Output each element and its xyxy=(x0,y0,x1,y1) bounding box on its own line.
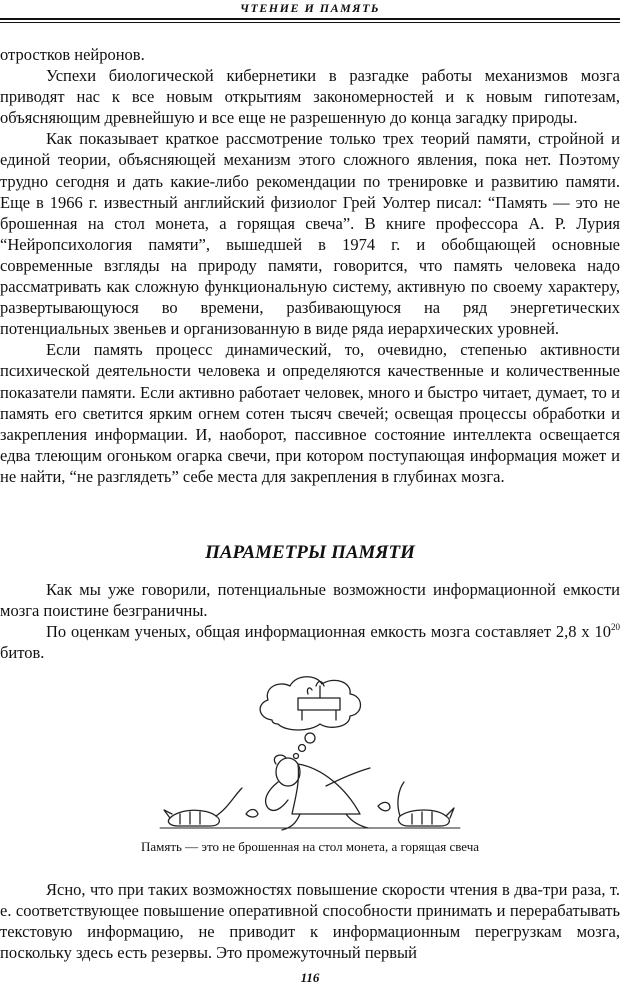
paragraph-dynamic-process: Если память процесс динамический, то, очевидно, степенью активности психической деятельности человека и определяются качественные и количественные показатели памяти. Если активно работает человек, много и быстро читает, думает, то и память его светится ярким огнем сотен тысяч свечей; освещая процессы обработки и закрепления информации. И, наоборот, пассивное состояние интеллекта освещается едва тлеющим огоньком огарка свечи, при котором поступающая информация может и не найти, “не разглядеть” себе места для закрепления в глубинах мозга. xyxy=(0,340,620,486)
continuation-paragraph: отростков нейронов. xyxy=(0,45,145,64)
paragraph-cybernetics: Успехи биологической кибернетики в разгадке работы механизмов мозга приводят нас к все новым открытиям закономерностей и к новым гипотезам, объясняющим древнейшую и все еще не разрешенную до конца загадку природы. xyxy=(0,66,620,128)
body-text-top xyxy=(0,44,620,487)
figure-head xyxy=(276,758,300,786)
page-number: 116 xyxy=(300,970,320,985)
thought-bubble-2 xyxy=(299,745,306,752)
capacity-exponent: 20 xyxy=(611,622,620,633)
thought-table xyxy=(298,698,340,710)
header-rule-thin xyxy=(0,22,620,23)
paragraph-theories: Как показывает краткое рассмотрение только трех теорий памяти, стройной и единой теории, объясняющей механизм этого сложного явления, пока нет. Поэтому трудно сегодня и дать какие-либо рекомендации по тренировке и развитию памяти. Еще в 1966 г. известный английский физиолог Грей Уолтер писал: “Память — это не брошенная на стол монета, а горящая свеча”. В книге профессора А. Р. Лурия “Нейропсихология памяти”, вышедшей в 1974 г. и обобщающей основные современные взгляды на природу памяти, говорится, что память человека надо рассматривать как сложную функциональную систему, активную по своему характеру, развертывающуюся во времени, разбивающуюся на ряд энергетических потенциальных звеньев и организованную в виде ряда иерархических уровней. xyxy=(0,129,620,339)
section-heading: ПАРАМЕТРЫ ПАМЯТИ xyxy=(205,542,415,563)
thought-bubble-1 xyxy=(305,733,315,743)
figure-body xyxy=(292,764,360,814)
header-rule-thick xyxy=(0,18,620,20)
paragraph-capacity xyxy=(0,621,620,663)
capacity-text: По оценкам ученых, общая информационная емкость мозга составляет 2,8 х 10 xyxy=(46,622,611,642)
body-text-section xyxy=(0,579,620,663)
running-head: ЧТЕНИЕ И ПАМЯТЬ xyxy=(239,1,381,15)
left-cat xyxy=(168,810,219,826)
thought-bubble-3 xyxy=(294,754,299,759)
thought-cloud xyxy=(260,677,360,730)
paragraph-potential: Как мы уже говорили, потенциальные возможности информационной емкости мозга поистине безграничны. xyxy=(0,580,620,621)
body-text-bottom xyxy=(0,879,620,963)
capacity-unit: битов. xyxy=(0,643,45,663)
illustration-cartoon xyxy=(150,668,470,838)
paragraph-reading-speed: Ясно, что при таких возможностях повышение скорости чтения в два-три раза, т. е. соответствующее повышение оперативной способности принимать и перерабатывать текстовую информацию, не приводит к информационным перегрузкам мозга, поскольку здесь есть резервы. Это промежуточный первый xyxy=(0,880,620,963)
figure-caption: Память — это не брошенная на стол монета, а горящая свеча xyxy=(140,839,480,854)
right-cat xyxy=(398,810,449,826)
